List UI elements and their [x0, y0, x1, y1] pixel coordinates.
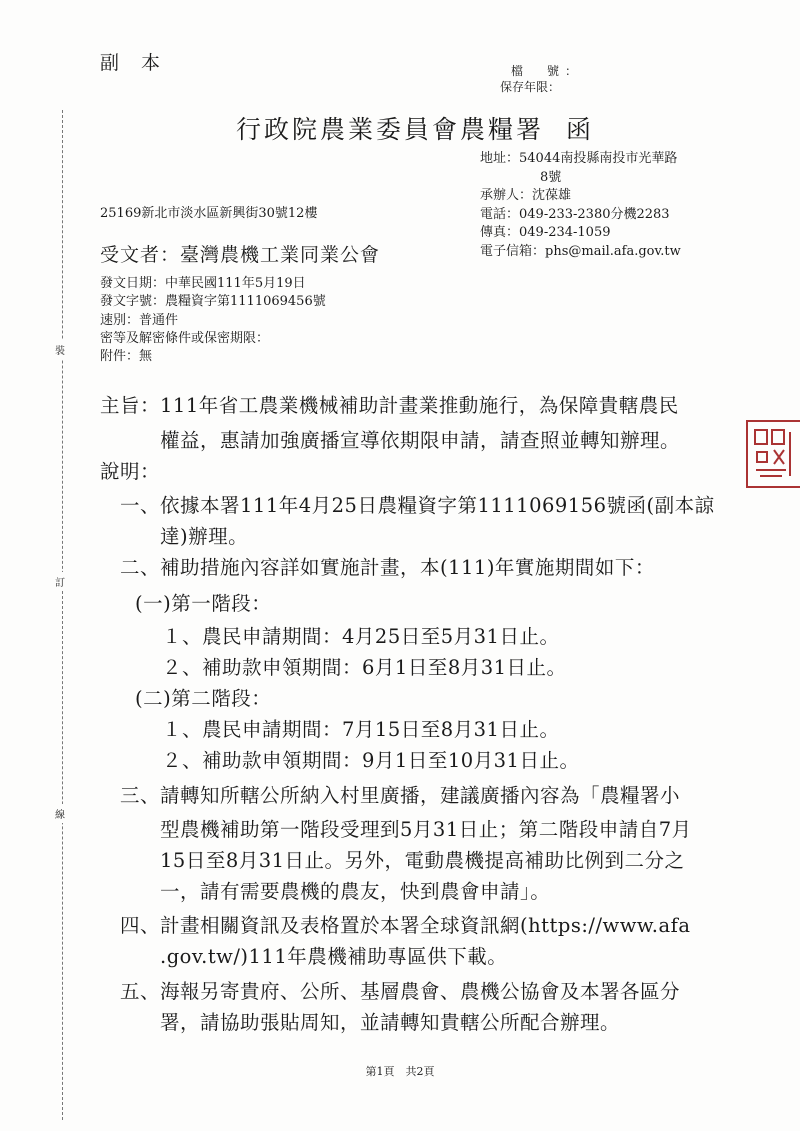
- phase-one-apply: １、農民申請期間：4月25日至5月31日止。: [162, 625, 560, 648]
- retention-label: 保存年限：: [500, 80, 561, 94]
- subject-line-1: 主旨：111年省工農業機械補助計畫業推動施行，為保障貴轄農民: [100, 394, 679, 417]
- copy-mark: 副本: [100, 52, 183, 74]
- speed-class: 速別：普通件: [100, 312, 179, 328]
- attachment: 附件：無: [100, 349, 153, 365]
- subject: [100, 388, 680, 458]
- document-meta: [100, 275, 326, 366]
- item-five-line-2: 署，請協助張貼周知，並請轉知貴轄公所配合辦理。: [160, 1011, 621, 1034]
- agency-name: 行政院農業委員會農糧署: [236, 115, 545, 144]
- seal-icon: [752, 426, 798, 482]
- security-level: 密等及解密條件或保密期限：: [100, 330, 270, 346]
- issue-date: 發文日期：中華民國111年5月19日: [100, 276, 306, 291]
- phase-one-title: (一)第一階段：: [135, 592, 272, 615]
- item-five-line-1: 五、海報另寄貴府、公所、基層農會、農機公協會及本署各區分: [120, 980, 681, 1003]
- phase-two-title: (二)第二階段：: [135, 687, 272, 710]
- document-title: [236, 110, 594, 146]
- item-two-line-1: 二、補助措施內容詳如實施計畫，本(111)年實施期間如下：: [120, 556, 655, 579]
- binding-mark-middle: 訂: [55, 572, 65, 591]
- subject-line-2: 權益，惠請加強廣播宣導依期限申請，請查照並轉知辦理。: [160, 429, 681, 452]
- handler: 承辦人：沈葆雄: [480, 188, 572, 203]
- document-number: 發文字號：農糧資字第1111069456號: [100, 294, 326, 310]
- item-four-line-2: .gov.tw/)111年農機補助專區供下載。: [160, 945, 508, 968]
- file-number-label: 檔 號：: [511, 64, 584, 78]
- binding-mark-bottom: 線: [55, 804, 65, 823]
- address-line: 地址：54044南投縣南投市光華路: [480, 151, 678, 166]
- phase-one-claim: ２、補助款申領期間：6月1日至8月31日止。: [162, 656, 567, 679]
- phase-two-claim: ２、補助款申領期間：9月1日至10月31日止。: [162, 749, 580, 772]
- email: 電子信箱：phs@mail.afa.gov.tw: [480, 243, 681, 259]
- document-kind: 函: [566, 115, 595, 144]
- official-seal-stamp: [746, 420, 800, 488]
- binding-margin-line: [62, 110, 63, 1120]
- recipient: 受文者：臺灣農機工業同業公會: [100, 244, 381, 266]
- item-three-line-3: 15日至8月31日止。另外，電動農機提高補助比例到二分之: [160, 849, 685, 872]
- phone: 電話：049-233-2380分機2283: [480, 206, 670, 222]
- address-line-cont: 8號: [540, 169, 562, 185]
- item-four-line-1: 四、計畫相關資訊及表格置於本署全球資訊網(https://www.afa: [120, 914, 691, 937]
- item-three-line-4: 一，請有需要農機的農友，快到農會申請」。: [160, 880, 551, 903]
- fax: 傳真：049-234-1059: [480, 225, 611, 240]
- binding-mark-top: 裝: [55, 340, 65, 359]
- recipient-address: 25169新北市淡水區新興街30號12樓: [100, 206, 318, 221]
- item-one-line-1: 一、依據本署111年4月25日農糧資字第1111069156號函(副本諒: [120, 494, 715, 517]
- item-three-line-1: 三、請轉知所轄公所納入村里廣播，建議廣播內容為「農糧署小: [120, 784, 681, 807]
- item-three-line-2: 型農機補助第一階段受理到5月31日止；第二階段申請自7月: [160, 818, 692, 841]
- item-one-line-2: 達)辦理。: [160, 525, 249, 548]
- explanation-heading: 說明：: [100, 460, 161, 483]
- phase-two-apply: １、農民申請期間：7月15日至8月31日止。: [162, 718, 560, 741]
- page-footer: 第1頁 共2頁: [365, 1065, 435, 1078]
- contact-block: [480, 150, 681, 261]
